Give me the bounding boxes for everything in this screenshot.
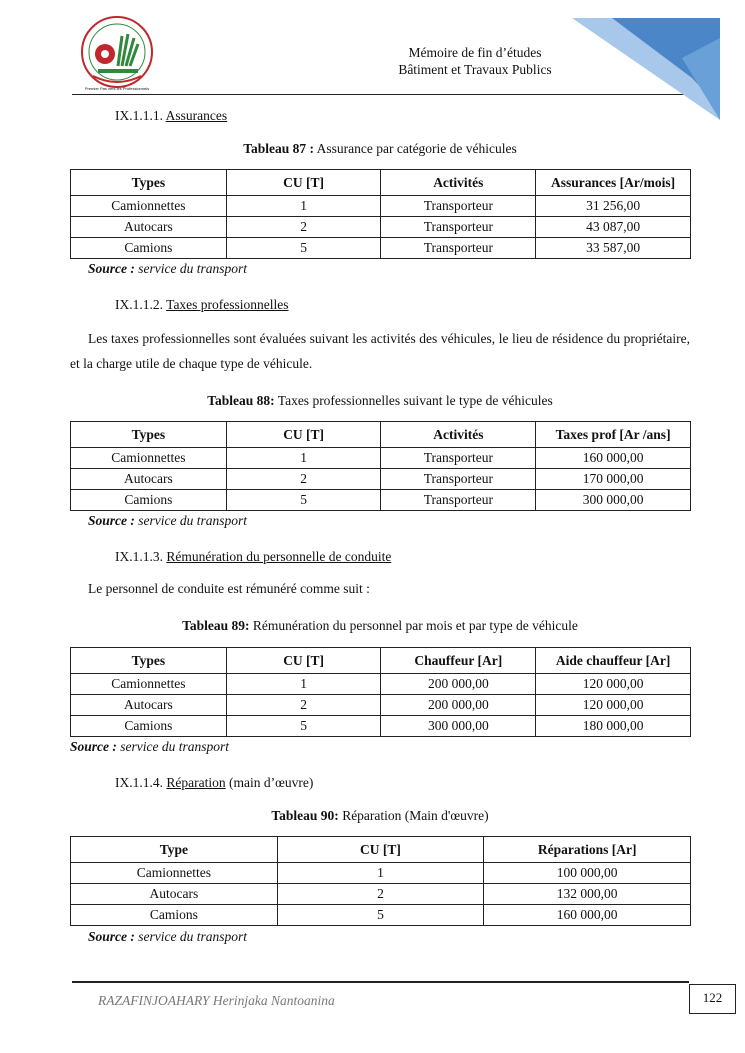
caption-label: Tableau 87 : — [243, 141, 314, 156]
column-header: Activités — [381, 170, 536, 196]
table-row — [71, 695, 691, 716]
table-row — [71, 196, 691, 217]
table-cell: 33 587,00 — [536, 238, 691, 259]
source-text: service du transport — [134, 261, 247, 276]
table-cell: 2 — [226, 695, 381, 716]
table-cell: Autocars — [71, 469, 227, 490]
table-cell: 43 087,00 — [536, 217, 691, 238]
section-heading-assurances — [115, 108, 227, 124]
table-cell: 1 — [226, 196, 381, 217]
source-note — [70, 739, 229, 755]
table-cell: 5 — [226, 716, 381, 737]
document-header — [370, 44, 580, 78]
table-cell: Autocars — [71, 884, 278, 905]
table-row — [71, 238, 691, 259]
table-cell: 31 256,00 — [536, 196, 691, 217]
table-row — [71, 716, 691, 737]
table-cell: Transporteur — [381, 469, 536, 490]
table-cell: 5 — [226, 490, 381, 511]
table-87 — [70, 169, 691, 259]
table-cell: Autocars — [71, 695, 227, 716]
source-note — [88, 513, 247, 529]
table-header-row — [71, 837, 691, 863]
table-header-row — [71, 170, 691, 196]
table-header-row — [71, 648, 691, 674]
table-cell: 120 000,00 — [536, 695, 691, 716]
section-title: Taxes professionnelles — [166, 297, 289, 312]
column-header: Type — [71, 837, 278, 863]
table-cell: Camions — [71, 905, 278, 926]
table-cell: 170 000,00 — [536, 469, 691, 490]
table-cell: 200 000,00 — [381, 674, 536, 695]
section-title: Réparation — [166, 775, 226, 790]
column-header: Assurances [Ar/mois] — [536, 170, 691, 196]
column-header: CU [T] — [226, 648, 381, 674]
source-text: service du transport — [116, 739, 229, 754]
column-header: CU [T] — [226, 170, 381, 196]
paragraph: Les taxes professionnelles sont évaluées suivant les activités des véhicules, le lieu de résidence du propriétaire, et la charge utile de chaque type de véhicule. — [70, 331, 690, 371]
section-title: Assurances — [165, 108, 228, 123]
caption-text: Taxes professionnelles suivant le type de véhicules — [274, 393, 553, 408]
source-text: service du transport — [134, 513, 247, 528]
table-cell: 200 000,00 — [381, 695, 536, 716]
section-title: Rémunération du personnelle de conduite — [166, 549, 392, 564]
section-heading-reparation — [115, 775, 313, 791]
column-header: CU [T] — [226, 422, 381, 448]
table-cell: Transporteur — [381, 490, 536, 511]
table-cell: 180 000,00 — [536, 716, 691, 737]
table-89 — [70, 647, 691, 737]
table-cell: 2 — [226, 469, 381, 490]
institution-logo — [78, 14, 156, 92]
source-label: Source : — [88, 929, 135, 944]
table-cell: 160 000,00 — [484, 905, 691, 926]
table-cell: 2 — [277, 884, 484, 905]
corner-decoration — [572, 18, 720, 120]
table-cell: 120 000,00 — [536, 674, 691, 695]
table-cell: 5 — [226, 238, 381, 259]
table-90 — [70, 836, 691, 926]
table-row — [71, 863, 691, 884]
table-row — [71, 217, 691, 238]
table-cell: 5 — [277, 905, 484, 926]
table-cell: 1 — [226, 448, 381, 469]
table-88 — [70, 421, 691, 511]
table-row — [71, 905, 691, 926]
header-line-1: Mémoire de fin d’études — [408, 45, 542, 60]
table-cell: 1 — [277, 863, 484, 884]
table-header-row — [71, 422, 691, 448]
section-number: IX.1.1.4. — [115, 775, 163, 790]
page-number: 122 — [689, 984, 736, 1014]
table-row — [71, 884, 691, 905]
source-label: Source : — [88, 261, 135, 276]
header-line-2: Bâtiment et Travaux Publics — [398, 62, 552, 77]
table-87-caption — [70, 141, 690, 157]
table-row — [71, 469, 691, 490]
table-cell: 160 000,00 — [536, 448, 691, 469]
source-label: Source : — [70, 739, 117, 754]
source-text: service du transport — [134, 929, 247, 944]
section-title-suffix: (main d’œuvre) — [225, 775, 314, 790]
table-89-caption — [70, 618, 690, 634]
column-header: Types — [71, 422, 227, 448]
caption-label: Tableau 89: — [182, 618, 250, 633]
column-header: Types — [71, 648, 227, 674]
section-number: IX.1.1.3. — [115, 549, 163, 564]
table-cell: Camionnettes — [71, 863, 278, 884]
table-cell: Transporteur — [381, 196, 536, 217]
table-cell: Transporteur — [381, 238, 536, 259]
source-label: Source : — [88, 513, 135, 528]
footer-rule — [72, 981, 689, 983]
table-cell: 2 — [226, 217, 381, 238]
section-number: IX.1.1.2. — [115, 297, 163, 312]
table-row — [71, 448, 691, 469]
source-note — [88, 261, 247, 277]
paragraph: Le personnel de conduite est rémunéré comme suit : — [88, 581, 370, 596]
table-cell: Camionnettes — [71, 196, 227, 217]
table-cell: Camionnettes — [71, 448, 227, 469]
section-heading-remuneration — [115, 549, 391, 565]
table-cell: Camions — [71, 238, 227, 259]
column-header: Activités — [381, 422, 536, 448]
table-cell: Autocars — [71, 217, 227, 238]
column-header: Taxes prof [Ar /ans] — [536, 422, 691, 448]
table-cell: Camionnettes — [71, 674, 227, 695]
table-cell: 300 000,00 — [381, 716, 536, 737]
caption-text: Réparation (Main d'œuvre) — [338, 808, 489, 823]
table-cell: Transporteur — [381, 217, 536, 238]
section-number: IX.1.1.1. — [115, 108, 163, 123]
author-name: RAZAFINJOAHARY Herinjaka Nantoanina — [98, 993, 335, 1008]
caption-text: Assurance par catégorie de véhicules — [313, 141, 517, 156]
table-cell: Transporteur — [381, 448, 536, 469]
table-cell: Camions — [71, 490, 227, 511]
table-88-caption — [70, 393, 690, 409]
caption-text: Rémunération du personnel par mois et par type de véhicule — [249, 618, 578, 633]
column-header: Aide chauffeur [Ar] — [536, 648, 691, 674]
table-cell: 300 000,00 — [536, 490, 691, 511]
table-row — [71, 490, 691, 511]
caption-label: Tableau 88: — [207, 393, 275, 408]
section-heading-taxes — [115, 297, 289, 313]
source-note — [88, 929, 247, 945]
column-header: Réparations [Ar] — [484, 837, 691, 863]
logo-caption: Premier Pas vers les Professionnels — [84, 86, 150, 91]
table-cell: 1 — [226, 674, 381, 695]
table-90-caption — [70, 808, 690, 824]
column-header: CU [T] — [277, 837, 484, 863]
caption-label: Tableau 90: — [271, 808, 339, 823]
table-cell: Camions — [71, 716, 227, 737]
table-cell: 132 000,00 — [484, 884, 691, 905]
table-row — [71, 674, 691, 695]
column-header: Types — [71, 170, 227, 196]
table-cell: 100 000,00 — [484, 863, 691, 884]
column-header: Chauffeur [Ar] — [381, 648, 536, 674]
